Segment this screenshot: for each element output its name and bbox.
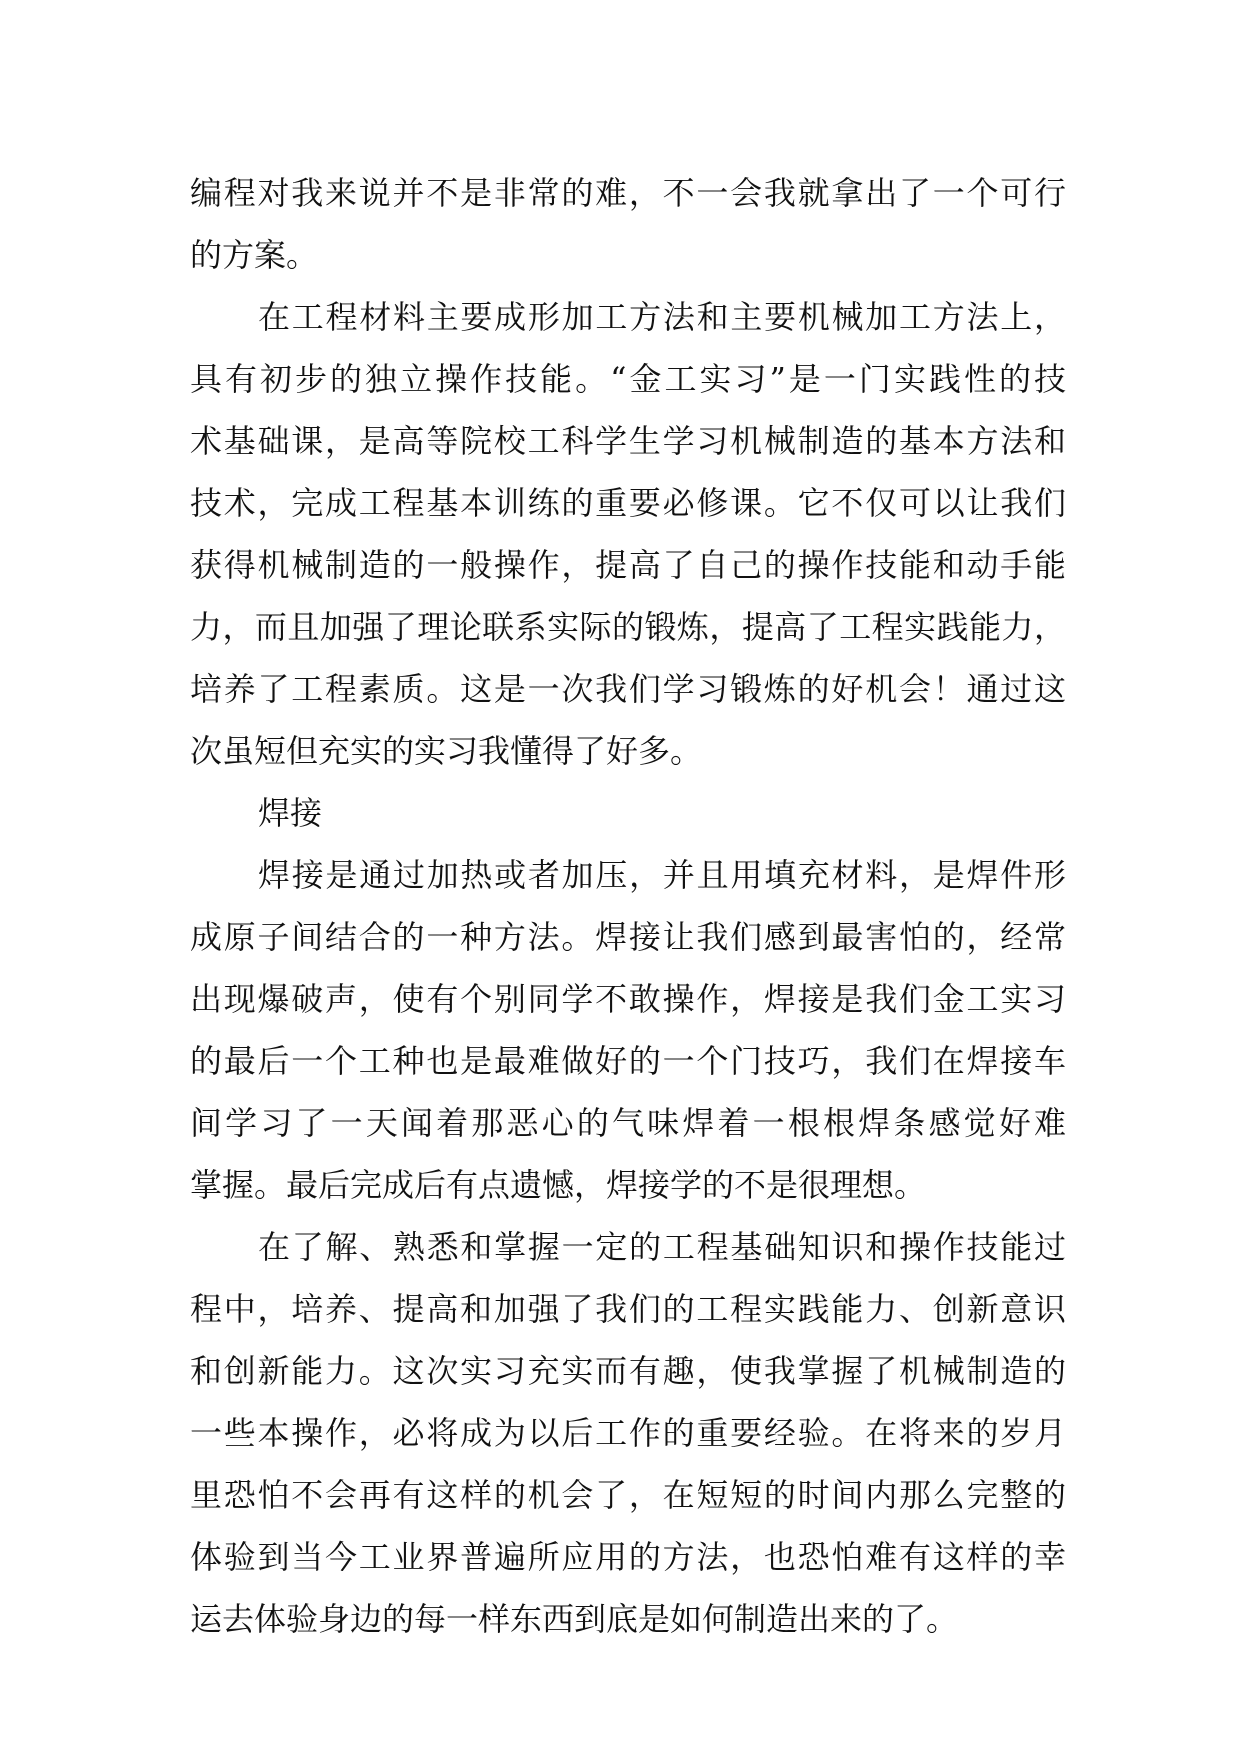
text-line: 的方案。 (190, 236, 319, 274)
text-line: 成原子间结合的一种方法。焊接让我们感到最害怕的，经常 (190, 918, 1066, 956)
text-line: 里恐怕不会再有这样的机会了，在短短的时间内那么完整的 (190, 1476, 1066, 1514)
text-line: 运去体验身边的每一样东西到底是如何制造出来的了。 (190, 1600, 959, 1638)
text-line: 一些本操作，必将成为以后工作的重要经验。在将来的岁月 (190, 1414, 1066, 1452)
text-line: 间学习了一天闻着那恶心的气味焊着一根根焊条感觉好难 (190, 1104, 1066, 1142)
text-line: 在了解、熟悉和掌握一定的工程基础知识和操作技能过 (258, 1228, 1066, 1266)
text-line: 术基础课，是高等院校工科学生学习机械制造的基本方法和 (190, 422, 1066, 460)
text-line: 程中，培养、提高和加强了我们的工程实践能力、创新意识 (190, 1290, 1066, 1328)
text-line: 编程对我来说并不是非常的难，不一会我就拿出了一个可行 (190, 174, 1066, 212)
text-line: 的最后一个工种也是最难做好的一个门技巧，我们在焊接车 (190, 1042, 1066, 1080)
text-line: 和创新能力。这次实习充实而有趣，使我掌握了机械制造的 (190, 1352, 1066, 1390)
text-line: 次虽短但充实的实习我懂得了好多。 (190, 732, 703, 770)
text-line: 出现爆破声，使有个别同学不敢操作，焊接是我们金工实习 (190, 980, 1066, 1018)
text-line: 培养了工程素质。这是一次我们学习锻炼的好机会！通过这 (190, 670, 1066, 708)
text-line: 获得机械制造的一般操作，提高了自己的操作技能和动手能 (190, 546, 1066, 584)
text-line: 焊接 (258, 794, 323, 832)
text-line: 力，而且加强了理论联系实际的锻炼，提高了工程实践能力， (190, 608, 1066, 646)
text-line: 技术，完成工程基本训练的重要必修课。它不仅可以让我们 (190, 484, 1066, 522)
text-line: 在工程材料主要成形加工方法和主要机械加工方法上， (258, 298, 1066, 336)
text-line: 焊接是通过加热或者加压，并且用填充材料，是焊件形 (258, 856, 1066, 894)
body-text (190, 162, 1066, 1650)
text-line: 具有初步的独立操作技能。“金工实习”是一门实践性的技 (190, 360, 1066, 398)
text-line: 掌握。最后完成后有点遗憾，焊接学的不是很理想。 (190, 1166, 927, 1204)
text-line: 体验到当今工业界普遍所应用的方法，也恐怕难有这样的幸 (190, 1538, 1066, 1576)
